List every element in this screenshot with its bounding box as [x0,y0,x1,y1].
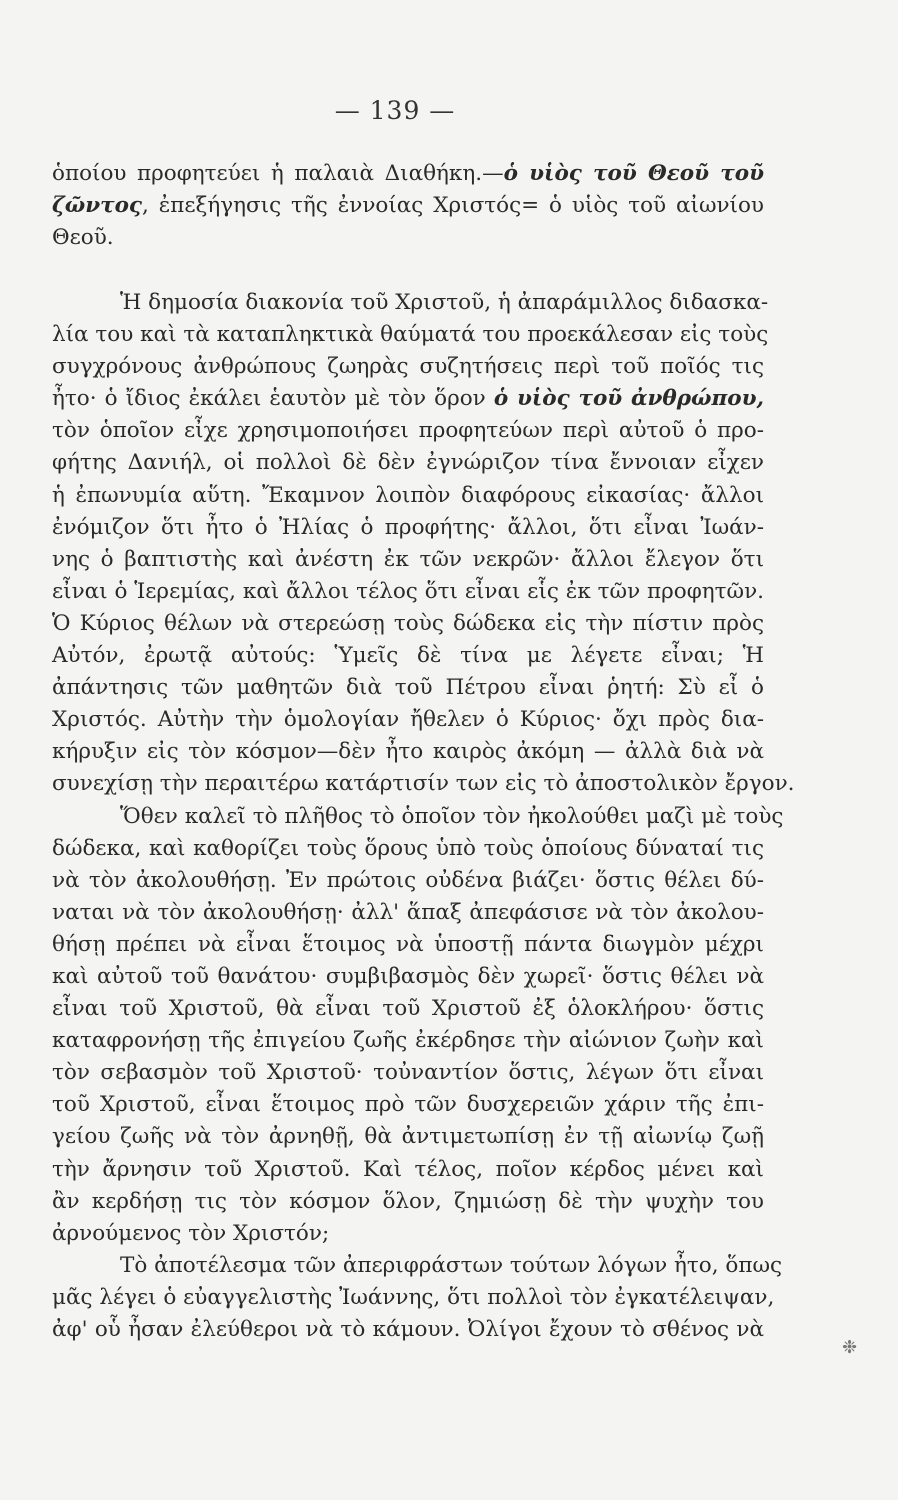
text-line [52,415,764,447]
text-segment: κήρυξιν εἰς τὸν κόσμον—δὲν ἦτο καιρὸς ἀκόμη — ἀλλὰ διὰ νὰ [52,739,764,765]
text-line [52,287,769,319]
text-segment: καταφρονήσῃ τῆς ἐπιγείου ζωῆς ἐκέρδησε τὴν αἰώνιον ζωὴν καὶ [52,1028,764,1054]
text-line [52,383,764,415]
text-line [52,1089,764,1121]
emphasized-phrase: ζῶντος [52,193,143,219]
text-line [52,608,764,640]
scan-speck-mark: ❉ [842,1337,858,1358]
text-segment: Αὐτόν, ἐρωτᾷ αὐτούς: Ὑμεῖς δὲ τίνα με λέγετε εἶναι; Ἡ [52,643,764,669]
text-line [52,1154,764,1186]
text-line [52,961,764,993]
text-segment: ἐνόμιζον ὅτι ἦτο ὁ Ἠλίας ὁ προφήτης· ἄλλοι, ὅτι εἶναι Ἰωάν- [52,514,764,540]
text-segment: Ὅθεν καλεῖ τὸ πλῆθος τὸ ὁποῖον τὸν ἠκολούθει μαζὶ μὲ τοὺς [120,803,784,829]
text-line [52,704,764,736]
text-segment: φήτης Δανιήλ, οἱ πολλοὶ δὲ δὲν ἐγνώριζον τίνα ἔννοιαν εἶχεν [52,450,764,476]
text-line [52,158,764,190]
text-line [52,897,764,929]
text-line [52,1186,764,1218]
text-line [52,319,769,351]
text-segment: τοῦ Χριστοῦ, εἶναι ἕτοιμος πρὸ τῶν δυσχερειῶν χάριν τῆς ἐπι- [52,1092,764,1118]
text-segment: τὸν ὁποῖον εἶχε χρησιμοποιήσει προφητεύων περὶ αὐτοῦ ὁ προ- [52,418,764,444]
text-segment: τὸν σεβασμὸν τοῦ Χριστοῦ· τοὐναντίον ὅστις, λέγων ὅτι εἶναι [52,1060,764,1086]
text-line [52,929,764,961]
text-segment: Ἡ δημοσία διακονία τοῦ Χριστοῦ, ἡ ἀπαράμιλλος διδασκα- [120,290,769,315]
text-line [52,1250,783,1282]
text-segment: νης ὁ βαπτιστὴς καὶ ἀνέστη ἐκ τῶν νεκρῶν· ἄλλοι ἔλεγον ὅτι [52,546,764,572]
text-line [52,480,764,512]
text-segment: ναται νὰ τὸν ἀκολουθήσῃ· ἀλλ' ἅπαξ ἀπεφάσισε νὰ τὸν ἀκολου- [52,899,764,925]
text-segment: τὴν ἄρνησιν τοῦ Χριστοῦ. Καὶ τέλος, ποῖον κέρδος μένει καὶ [52,1156,764,1182]
text-segment: Ὁ Κύριος θέλων νὰ στερεώσῃ τοὺς δώδεκα εἰς τὴν πίστιν πρὸς [52,610,764,636]
text-segment: Τὸ ἀποτέλεσμα τῶν ἀπεριφράστων τούτων λόγων ἦτο, ὅπως [120,1252,783,1278]
text-line [52,1025,764,1057]
text-segment: συγχρόνους ἀνθρώπους ζωηρὰς συζητήσεις περὶ τοῦ ποῖός τις [52,354,764,380]
text-segment: εἶναι τοῦ Χριστοῦ, θὰ εἶναι τοῦ Χριστοῦ ἐξ ὁλοκλήρου· ὅστις [52,996,764,1022]
text-segment: θήσῃ πρέπει νὰ εἶναι ἕτοιμος νὰ ὑποστῇ πάντα διωγμὸν μέχρι [52,931,764,957]
text-segment: λία του καὶ τὰ καταπληκτικὰ θαύματά του προεκάλεσαν εἰς τοὺς [52,322,769,348]
text-line [52,1057,764,1089]
text-segment: ἀρνούμενος τὸν Χριστόν; [52,1220,330,1246]
text-line [52,1218,764,1250]
text-segment: δώδεκα, καὶ καθορίζει τοὺς ὅρους ὑπὸ τοὺς ὁποίους δύναταί τις [52,835,764,861]
text-line [52,447,764,479]
text-segment: ἀπάντησις τῶν μαθητῶν διὰ τοῦ Πέτρου εἶναι ῥητή: Σὺ εἶ ὁ [52,675,764,701]
text-segment: ἀφ' οὗ ἦσαν ἐλεύθεροι νὰ τὸ κάμουν. Ὀλίγοι ἔχουν τὸ σθένος νὰ [52,1317,764,1342]
main-text-body [52,287,795,1346]
text-line [52,222,764,254]
text-segment: μᾶς λέγει ὁ εὐαγγελιστὴς Ἰωάννης, ὅτι πολλοὶ τὸν ἐγκατέλειψαν, [52,1284,775,1310]
text-line [52,190,764,222]
text-line [52,768,795,800]
page-number: — 139 — [334,96,456,125]
text-segment: ὁποίου προφητεύει ἡ παλαιὰ Διαθήκη.— [52,161,504,186]
text-segment: ἦτο· ὁ ἴδιος ἐκάλει ἑαυτὸν μὲ τὸν ὅρον [52,386,494,412]
text-segment: ἡ ἐπωνυμία αὕτη. Ἔκαμνον λοιπὸν διαφόρους εἰκασίας· ἄλλοι [52,482,764,508]
text-segment: εἶναι ὁ Ἱερεμίας, καὶ ἄλλοι τέλος ὅτι εἶναι εἷς ἐκ τῶν προφητῶν. [52,578,764,604]
text-segment: Χριστός. Αὐτὴν τὴν ὁμολογίαν ἤθελεν ὁ Κύριος· ὄχι πρὸς δια- [52,707,764,733]
text-line [52,1282,775,1314]
text-segment: Θεοῦ. [52,225,114,251]
text-line [52,351,764,383]
text-line [52,736,764,768]
text-segment: καὶ αὐτοῦ τοῦ θανάτου· συμβιβασμὸς δὲν χωρεῖ· ὅστις θέλει νὰ [52,963,764,989]
text-segment: ἂν κερδήσῃ τις τὸν κόσμον ὅλον, ζημιώσῃ δὲ τὴν ψυχὴν του [52,1188,764,1214]
text-segment: , ἐπεξήγησις τῆς ἐννοίας Χριστός= ὁ υἱὸς τοῦ αἰωνίου [142,193,764,219]
text-line [52,672,764,704]
text-line [52,993,764,1025]
text-line [52,512,764,544]
text-segment: νὰ τὸν ἀκολουθήσῃ. Ἐν πρώτοις οὐδένα βιάζει· ὅστις θέλει δύ- [52,867,764,893]
text-segment: συνεχίσῃ τὴν περαιτέρω κατάρτισίν των εἰς τὸ ἀποστολικὸν ἔργον. [52,771,795,797]
text-line [52,544,764,576]
text-line [52,1121,764,1153]
text-segment: γείου ζωῆς νὰ τὸν ἀρνηθῇ, θὰ ἀντιμετωπίσῃ ἐν τῇ αἰωνίῳ ζωῇ [52,1124,764,1150]
paragraph-continuation [52,158,764,254]
emphasized-phrase: ὁ υἱὸς τοῦ ἀνθρώπου, [493,386,765,412]
text-line [52,833,764,865]
emphasized-phrase: ὁ υἱὸς τοῦ Θεοῦ τοῦ [503,161,764,186]
text-line [52,865,764,897]
text-line [52,576,764,608]
text-line [52,1314,764,1346]
text-line [52,801,784,833]
text-line [52,640,764,672]
